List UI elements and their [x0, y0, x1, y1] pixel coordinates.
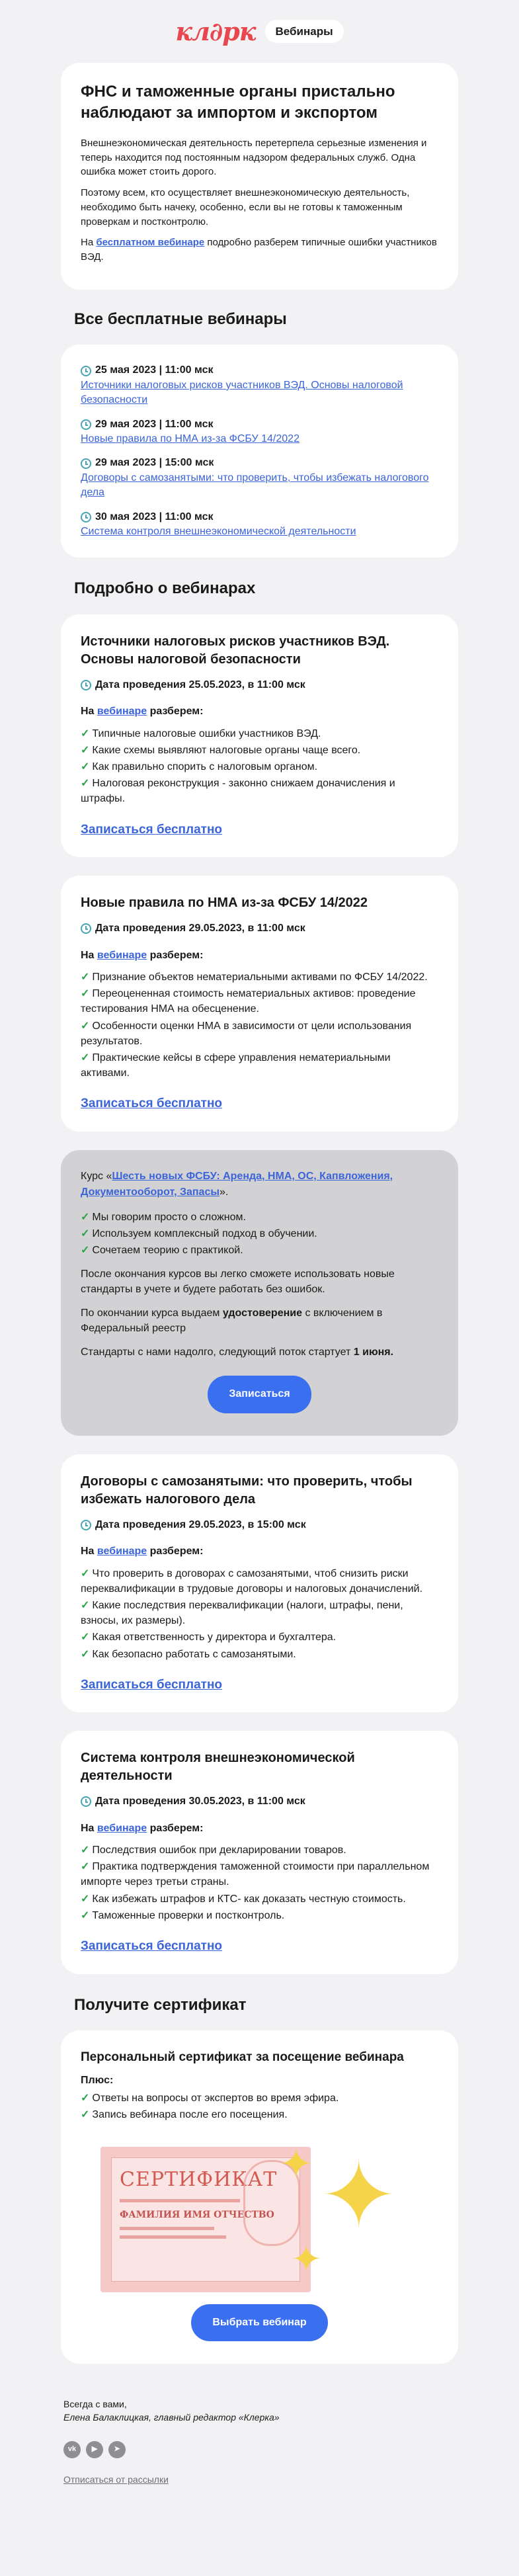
check-icon: ✓: [81, 727, 90, 739]
intro-card: [61, 63, 458, 290]
clock-icon: [81, 458, 91, 469]
topics-intro: На вебинаре разберем:: [81, 706, 204, 718]
header: [0, 0, 519, 63]
topic-item: ✓ Особенности оценки НМА в зависимости от цели использования результатов.: [81, 1020, 412, 1047]
social-links: [63, 2441, 456, 2458]
topic-item: ✓ Признание объектов нематериальными активами по ФСБУ 14/2022.: [81, 971, 428, 983]
intro-title: ФНС и таможенные органы пристально наблюдают за импортом и экспортом: [81, 83, 395, 122]
details-heading: Подробно о вебинарах: [74, 579, 256, 598]
clock-icon: [81, 366, 91, 376]
check-icon: ✓: [81, 1052, 90, 1063]
check-icon: ✓: [81, 1599, 90, 1611]
signup-link[interactable]: Записаться бесплатно: [81, 1097, 223, 1111]
topic-item: ✓ Какая ответственность у директора и бухгалтера.: [81, 1632, 337, 1643]
klerk-logo[interactable]: кл∂рк: [175, 16, 256, 46]
course-paragraph-1: После окончания курсов вы легко сможете использовать новые стандарты в учете и будете работать без ошибок.: [81, 1268, 395, 1295]
clock-icon: [81, 680, 91, 690]
topic-item: ✓ Типичные налоговые ошибки участников ВЭД.: [81, 727, 321, 739]
intro-paragraph-3: [81, 235, 438, 265]
check-icon: ✓: [81, 1245, 90, 1257]
list-item: [81, 363, 438, 407]
webinar-card: [61, 1454, 458, 1713]
signup-link[interactable]: Записаться бесплатно: [81, 822, 223, 837]
topics-list: [81, 1566, 438, 1662]
webinar-card: [61, 614, 458, 857]
item-date: 25 мая 2023 | 11:00 мск: [81, 363, 438, 378]
check-icon: ✓: [81, 2093, 90, 2104]
webinar-title: Новые правила по НМА из-за ФСБУ 14/2022: [81, 895, 368, 911]
check-icon: ✓: [81, 1648, 90, 1660]
topics-intro: На вебинаре разберем:: [81, 949, 204, 961]
footer-greeting: Всегда с вами,: [63, 2398, 127, 2409]
webinar-inline-link[interactable]: вебинаре: [97, 706, 147, 718]
topic-item: ✓ Практические кейсы в сфере управления нематериальными активами.: [81, 1052, 391, 1079]
topic-item: ✓ Переоцененная стоимость нематериальных активов: проведение тестирования НМА на обесценение.: [81, 988, 416, 1015]
course-benefits: [81, 1210, 438, 1259]
clock-icon: [81, 923, 91, 934]
topic-item: ✓ Таможенные проверки и постконтроль.: [81, 1909, 285, 1921]
certificate-plus-label: Плюс:: [81, 2074, 114, 2086]
course-paragraph-2: По окончании курса выдаем удостоверение с включением в Федеральный реестр: [81, 1308, 383, 1334]
benefit-item: ✓ Сочетаем теорию с практикой.: [81, 1245, 243, 1257]
free-webinars-heading: Все бесплатные вебинары: [74, 310, 287, 328]
check-icon: ✓: [81, 1228, 90, 1240]
sparkle-icon: ✦: [291, 2237, 322, 2280]
webinar-title: Источники налоговых рисков участников ВЭД. Основы налоговой безопасности: [81, 634, 390, 667]
section-badge: Вебинары: [265, 20, 344, 44]
topic-item: ✓ Как безопасно работать с самозанятыми.: [81, 1648, 296, 1660]
check-icon: ✓: [81, 744, 90, 756]
certificate-name: ФАМИЛИЯ ИМЯ ОТЧЕСТВО: [120, 2209, 274, 2220]
list-item: [81, 417, 438, 447]
certificate-card: [61, 2030, 458, 2364]
check-icon: ✓: [81, 761, 90, 773]
clock-icon: [81, 512, 91, 522]
free-webinar-link[interactable]: бесплатном вебинаре: [96, 237, 205, 249]
topic-item: ✓ Последствия ошибок при декларировании товаров.: [81, 1845, 346, 1856]
check-icon: ✓: [81, 1861, 90, 1873]
signup-link[interactable]: Записаться бесплатно: [81, 1939, 223, 1953]
webinar-link[interactable]: Система контроля внешнеэкономической деятельности: [81, 525, 356, 537]
topic-item: ✓ Какие последствия переквалификации (налоги, штрафы, пени, взносы, их размеры).: [81, 1599, 403, 1627]
intro-paragraph-1: Внешнеэкономическая деятельность перетерпела серьезные изменения и теперь находится под постоянным надзором федеральных служб. Одна ошибка может стоить дорого.: [81, 137, 427, 178]
item-date: 30 мая 2023 | 11:00 мск: [81, 510, 438, 524]
topics-intro: На вебинаре разберем:: [81, 1546, 204, 1558]
check-icon: ✓: [81, 1893, 90, 1905]
footer-signature: Елена Балаклицкая, главный редактор «Клерка»: [63, 2411, 280, 2423]
certificate-line: [120, 2235, 226, 2239]
webinar-inline-link[interactable]: вебинаре: [97, 1822, 147, 1834]
webinar-title: Система контроля внешнеэкономической деятельности: [81, 1751, 355, 1784]
topics-list: [81, 1843, 438, 1923]
webinar-date: Дата проведения 30.05.2023, в 11:00 мск: [81, 1794, 438, 1809]
webinar-link[interactable]: Новые правила по НМА из-за ФСБУ 14/2022: [81, 433, 299, 444]
footer: [63, 2398, 456, 2488]
sparkle-icon: ✦: [279, 2141, 313, 2187]
check-icon: ✓: [81, 988, 90, 1000]
vk-icon[interactable]: vk: [63, 2441, 81, 2458]
webinar-card: [61, 876, 458, 1132]
check-icon: ✓: [81, 778, 90, 790]
benefit-item: ✓ Используем комплексный подход в обучении.: [81, 1228, 317, 1240]
intro-paragraph-2: Поэтому всем, кто осуществляет внешнеэкономическую деятельность, необходимо быть начеку, особенно, если вы не готовы к таможенным проверкам и постконтролю.: [81, 187, 410, 228]
clock-icon: [81, 1520, 91, 1530]
webinar-inline-link[interactable]: вебинаре: [97, 949, 147, 961]
certificate-word: СЕРТИФИКАТ: [120, 2167, 278, 2191]
sparkle-icon: ✦: [320, 2143, 398, 2247]
course-signup-button[interactable]: Записаться: [208, 1376, 311, 1413]
youtube-icon[interactable]: ▶: [86, 2441, 103, 2458]
list-item: [81, 456, 438, 500]
certificate-benefits: [81, 2091, 438, 2122]
benefit-item: ✓ Мы говорим просто о сложном.: [81, 1211, 246, 1223]
topic-item: ✓ Как избежать штрафов и КТС- как доказать честную стоимость.: [81, 1893, 406, 1905]
topics-list: [81, 970, 438, 1081]
check-icon: ✓: [81, 1845, 90, 1856]
topics-list: [81, 726, 438, 807]
list-item: [81, 510, 438, 540]
unsubscribe-link[interactable]: Отписаться от рассылки: [63, 2474, 169, 2485]
topic-item: ✓ Практика подтверждения таможенной стоимости при параллельном импорте через третьи страны.: [81, 1861, 430, 1888]
telegram-icon[interactable]: ➤: [108, 2441, 126, 2458]
check-icon: ✓: [81, 1020, 90, 1032]
signup-link[interactable]: Записаться бесплатно: [81, 1677, 223, 1692]
topic-item: ✓ Налоговая реконструкция - законно снижаем доначисления и штрафы.: [81, 778, 395, 805]
topic-item: ✓ Что проверить в договорах с самозанятыми, чтоб снизить риски переквалификации в трудовые договоры и налоговых доначислений.: [81, 1567, 423, 1595]
intro-p3-prefix: На: [81, 237, 94, 249]
webinar-inline-link[interactable]: вебинаре: [97, 1546, 147, 1558]
webinar-date: Дата проведения 29.05.2023, в 15:00 мск: [81, 1518, 438, 1532]
certificate-heading: Получите сертификат: [74, 1995, 247, 2014]
check-icon: ✓: [81, 971, 90, 983]
intro-p3-suffix: подробно разберем типичные ошибки участников ВЭД.: [81, 237, 437, 263]
item-date: 29 мая 2023 | 15:00 мск: [81, 456, 438, 470]
course-link[interactable]: Шесть новых ФСБУ: Аренда, НМА, ОС, Капвложения, Документооборот, Запасы: [81, 1170, 393, 1198]
check-icon: ✓: [81, 2109, 90, 2121]
webinar-link[interactable]: Договоры с самозанятыми: что проверить, чтобы избежать налогового дела: [81, 472, 429, 499]
check-icon: ✓: [81, 1211, 90, 1223]
clock-icon: [81, 1796, 91, 1807]
webinar-link[interactable]: Источники налоговых рисков участников ВЭД. Основы налоговой безопасности: [81, 379, 403, 406]
course-promo-card: [61, 1150, 458, 1436]
webinar-date: Дата проведения 25.05.2023, в 11:00 мск: [81, 678, 438, 692]
item-date: 29 мая 2023 | 11:00 мск: [81, 417, 438, 432]
certificate-line: [120, 2227, 214, 2230]
webinar-date: Дата проведения 29.05.2023, в 11:00 мск: [81, 921, 438, 936]
check-icon: ✓: [81, 1567, 90, 1579]
check-icon: ✓: [81, 1632, 90, 1643]
webinar-card: [61, 1731, 458, 1974]
benefit-item: ✓ Ответы на вопросы от экспертов во время эфира.: [81, 2093, 339, 2104]
topics-intro: На вебинаре разберем:: [81, 1822, 204, 1834]
certificate-line: [120, 2199, 240, 2202]
choose-webinar-button[interactable]: Выбрать вебинар: [191, 2304, 327, 2341]
clock-icon: [81, 419, 91, 430]
free-webinars-card: [61, 345, 458, 558]
certificate-illustration: [81, 2136, 438, 2288]
webinar-title: Договоры с самозанятыми: что проверить, чтобы избежать налогового дела: [81, 1474, 413, 1507]
benefit-item: ✓ Запись вебинара после его посещения.: [81, 2109, 288, 2121]
topic-item: ✓ Как правильно спорить с налоговым органом.: [81, 761, 318, 773]
course-paragraph-3: Стандарты с нами надолго, следующий поток стартует 1 июня.: [81, 1347, 394, 1358]
check-icon: ✓: [81, 1909, 90, 1921]
course-title: Курс «Шесть новых ФСБУ: Аренда, НМА, ОС, Капвложения, Документооборот, Запасы».: [81, 1170, 393, 1198]
topic-item: ✓ Какие схемы выявляют налоговые органы чаще всего.: [81, 744, 361, 756]
certificate-title: Персональный сертификат за посещение вебинара: [81, 2050, 404, 2065]
